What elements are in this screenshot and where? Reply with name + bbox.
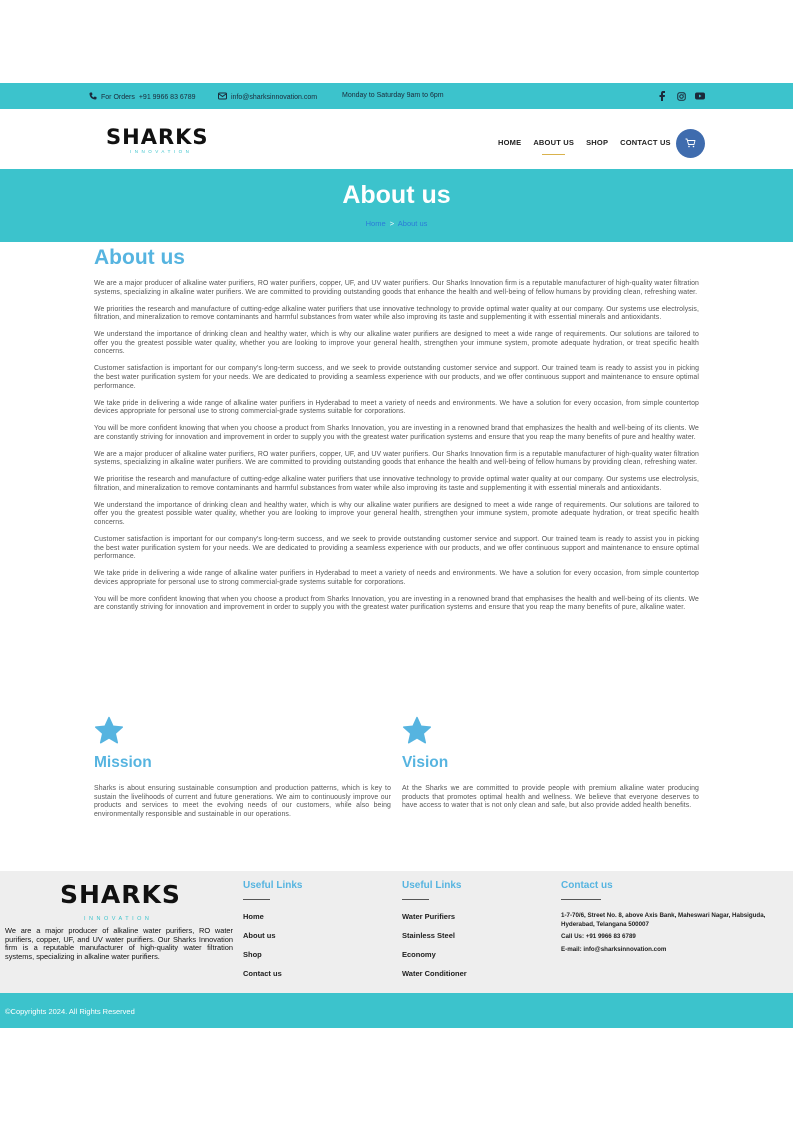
footer-link-water-purifiers[interactable]: Water Purifiers bbox=[402, 912, 456, 921]
footer-phone[interactable]: Call Us: +91 9966 83 6789 bbox=[561, 933, 636, 940]
footer-column-heading: Useful Links bbox=[402, 880, 462, 891]
about-paragraph: We are a major producer of alkaline water purifiers, RO water purifiers, copper, UF, and UV water purifiers. Our Sharks Innovation firm is a reputable manufacturer of high-quality water filtration systems, specializing in alkaline water purifiers. We are committed to providing outstanding goods that enhance the health and well-being of fellow humans by providing clean, refreshing water. bbox=[94, 280, 699, 296]
phone-icon bbox=[89, 92, 97, 102]
about-paragraph: We take pride in delivering a wide range of alkaline water purifiers in Hyderabad to meet a variety of needs and environments. We have a solution for every occasion, from simple countertop devices appropriate for personal use to strong commercial-grade systems suitable for corporations. bbox=[94, 570, 699, 586]
site-footer bbox=[0, 871, 793, 993]
heading-divider bbox=[243, 899, 270, 900]
page-title: About us bbox=[342, 181, 451, 209]
footer-useful-links-2 bbox=[402, 880, 467, 988]
footer-email[interactable]: E-mail: info@sharksinnovation.com bbox=[561, 945, 667, 953]
footer-link-economy[interactable]: Economy bbox=[402, 950, 436, 959]
phone-prefix: For Orders bbox=[101, 93, 135, 101]
site-header bbox=[0, 109, 793, 169]
cart-button[interactable] bbox=[676, 129, 705, 158]
logo-wordmark: SHARKS bbox=[106, 125, 209, 149]
mission-block bbox=[94, 716, 391, 819]
phone-number: +91 9966 83 6789 bbox=[138, 93, 196, 101]
footer-logo-wordmark: SHARKS bbox=[60, 880, 181, 909]
vision-block bbox=[402, 716, 699, 811]
breadcrumb bbox=[0, 219, 793, 228]
footer-link-home[interactable]: Home bbox=[243, 912, 264, 921]
brand-logo[interactable] bbox=[106, 125, 209, 154]
about-paragraph: Customer satisfaction is important for our company's long-term success, and we seek to provide outstanding customer service and support. Our trained team is ready to assist you in picking the best water purification system for your needs. We are dedicated to providing a seamless experience with our products, and we offer continuous support and maintenance to ensure optimal performance. bbox=[94, 365, 699, 390]
vision-text: At the Sharks we are committed to provide people with premium alkaline water producing products that promotes optimal health and wellness. We believe that everyone deserves to have access to water that is not only clean and safe, but also provide added health benefits. bbox=[402, 785, 699, 810]
email-contact[interactable] bbox=[218, 92, 317, 102]
footer-link-contact-us[interactable]: Contact us bbox=[243, 969, 282, 978]
nav-shop[interactable]: SHOP bbox=[586, 138, 609, 147]
star-icon bbox=[94, 716, 124, 746]
nav-home[interactable]: HOME bbox=[498, 138, 522, 147]
about-section bbox=[94, 246, 699, 621]
about-paragraph: We take pride in delivering a wide range of alkaline water purifiers in Hyderabad to meet a variety of needs and environments. We have a solution for every occasion, from simple countertop devices appropriate for personal use to strong commercial-grade systems suitable for corporations. bbox=[94, 399, 699, 416]
footer-link-shop[interactable]: Shop bbox=[243, 950, 262, 959]
email-text: info@sharksinnovation.com bbox=[231, 93, 318, 101]
breadcrumb-current: About us bbox=[397, 219, 428, 228]
footer-column-heading: Contact us bbox=[561, 880, 613, 891]
footer-logo[interactable] bbox=[60, 880, 181, 922]
mission-text: Sharks is about ensuring sustainable consumption and production patterns, which is key to sustain the livelihoods of current and future generations. We aim to continuously improve our products and services to meet the evolving needs of our customers, while also being environmentally responsible and sustainable in our operations. bbox=[94, 785, 391, 818]
mission-heading: Mission bbox=[94, 754, 152, 771]
about-paragraph: We priorities the research and manufacture of cutting-edge alkaline water purifiers that use innovative technology to provide optimal water quality at our company. Our systems use electrolysis, filtration, and mineralization to remove contaminants and harmful substances from water while also improving its taste and supplementing it with essential minerals and antioxidants. bbox=[94, 305, 699, 322]
instagram-icon[interactable] bbox=[676, 91, 686, 101]
footer-useful-links-1 bbox=[243, 880, 302, 988]
breadcrumb-separator: > bbox=[389, 219, 395, 228]
footer-link-water-conditioner[interactable]: Water Conditioner bbox=[402, 969, 467, 978]
heading-divider bbox=[561, 899, 601, 900]
page-banner bbox=[0, 169, 793, 242]
about-paragraph: We prioritise the research and manufacture of cutting-edge alkaline water purifiers that use innovative technology to provide optimal water quality at our company. Our systems use electrolysis, filtration, and mineralization to remove contaminants and harmful substances from water while also improving its taste and supplementing it with essential minerals and antioxidants. bbox=[94, 476, 699, 492]
footer-address: 1-7-70/6, Street No. 8, above Axis Bank, Maheswari Nagar, Habsiguda, Hyderabad, Telangana 500007 bbox=[561, 912, 766, 928]
footer-about-text: We are a major producer of alkaline water purifiers, RO water purifiers, copper, UF, and UV water purifiers. Our Sharks Innovation firm is a reputable manufacturer of high-quality water filtration systems, specializing in alkaline water purifiers. bbox=[5, 926, 233, 961]
copyright-bar bbox=[0, 993, 793, 1028]
nav-contact-us[interactable]: CONTACT US bbox=[620, 138, 671, 147]
copyright-text: ©Copyrights 2024. All Rights Reserved bbox=[5, 1007, 135, 1016]
about-paragraph: You will be more confident knowing that when you choose a product from Sharks Innovation, you are investing in a renowned brand that emphasizes the health and well-being of its clients. We are constantly striving for innovation and improvement in order to supply you with the greatest water purification systems and ensure that you reap the many benefits of pure and healthy water. bbox=[94, 425, 699, 441]
footer-column-heading: Useful Links bbox=[243, 880, 303, 891]
social-links bbox=[657, 91, 705, 101]
facebook-icon[interactable] bbox=[657, 91, 667, 101]
breadcrumb-home[interactable]: Home bbox=[365, 219, 386, 228]
business-hours: Monday to Saturday 9am to 6pm bbox=[342, 92, 444, 99]
nav-about-us[interactable]: ABOUT US bbox=[533, 138, 575, 147]
about-heading: About us bbox=[94, 246, 185, 269]
phone-contact[interactable] bbox=[89, 92, 195, 102]
email-icon bbox=[218, 92, 227, 102]
about-paragraph: Customer satisfaction is important for our company's long-term success, and we seek to provide outstanding customer service and support. Our trained team is ready to assist you in picking the best water purification system for your needs. We are dedicated to providing a seamless experience with our products, and we offer continuous support and maintenance to ensure optimal performance. bbox=[94, 535, 699, 561]
about-paragraph: We are a major producer of alkaline water purifiers, RO water purifiers, copper, UF, and UV water purifiers. Our Sharks Innovation firm is a reputable manufacturer of high-quality water filtration systems, specializing in alkaline water purifiers. We are committed to providing outstanding goods that enhance the health and well-being of fellow humans by providing clean, refreshing water. bbox=[94, 450, 699, 467]
vision-heading: Vision bbox=[402, 754, 449, 771]
footer-logo-subtext: INNOVATION bbox=[84, 916, 153, 922]
about-paragraph: We understand the importance of drinking clean and healthy water, which is why our alkaline water purifiers are designed to meet a wide range of requirements. Our solutions are tailored to offer you the greatest possible water quality, whether you are looking to improve your general health, strengthen your immune system, promote adequate hydration, or treat specific health concerns. bbox=[94, 501, 699, 526]
top-bar bbox=[0, 83, 793, 109]
star-icon bbox=[402, 716, 432, 746]
footer-link-about-us[interactable]: About us bbox=[243, 931, 276, 940]
footer-contact bbox=[561, 880, 789, 958]
logo-subtext: INNOVATION bbox=[130, 149, 193, 154]
heading-divider bbox=[402, 899, 429, 900]
main-nav bbox=[498, 138, 671, 147]
cart-icon bbox=[685, 135, 696, 153]
about-paragraph: We understand the importance of drinking clean and healthy water, which is why our alkaline water purifiers are designed to meet a wide range of requirements. Our solutions are tailored to offer you the greatest possible water quality, whether you are looking to improve your general health, strengthen your immune system, promote adequate hydration, or treat specific health concerns. bbox=[94, 331, 699, 356]
about-paragraph: You will be more confident knowing that when you choose a product from Sharks Innovation, you are investing in a renowned brand that emphasises the health and well-being of its clients. We are constantly striving for innovation and improvement in order to supply you with the greatest water purification systems and ensure that you reap the many benefits of pure, alkaline water. bbox=[94, 595, 699, 612]
youtube-icon[interactable] bbox=[695, 91, 705, 101]
footer-link-stainless-steel[interactable]: Stainless Steel bbox=[402, 931, 455, 940]
